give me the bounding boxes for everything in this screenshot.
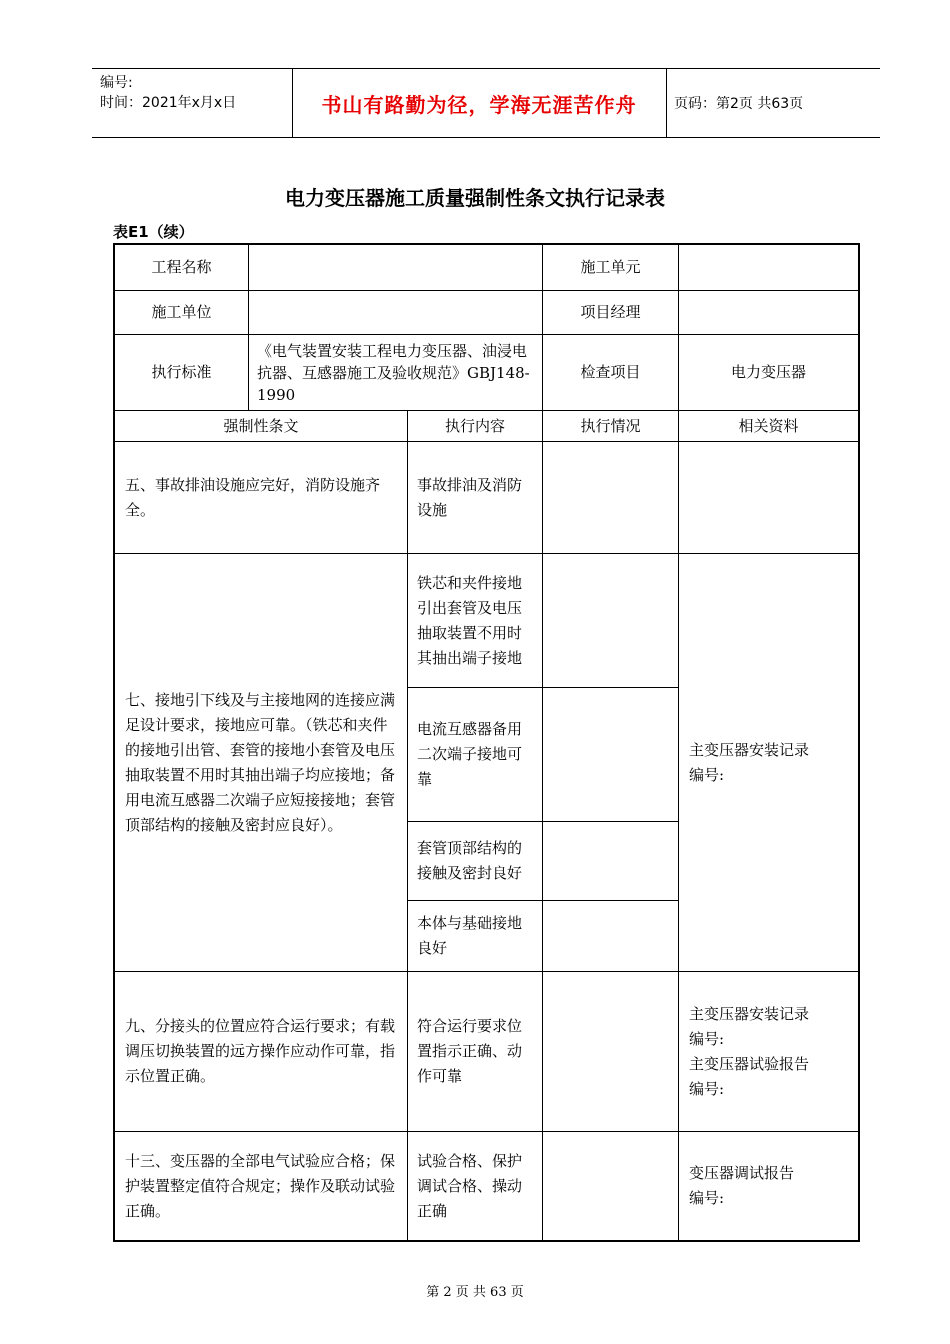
standard-value-text: 《电气装置安装工程电力变压器、油浸电抗器、互感器施工及验收规范》GBJ148-1990 bbox=[257, 341, 530, 404]
header-page-label: 页码：第2页 共63页 bbox=[674, 96, 804, 112]
clause-text: 七、接地引下线及与主接地网的连接应满足设计要求，接地应可靠。（铁芯和夹件的接地引出管、套管的接地小套管及电压抽取装置不用时其抽出端子均应接地；备用电流互感器二次端子应短接接地；套管顶部结构的接触及密封应良好）。 bbox=[125, 690, 396, 834]
header-motto: 书山有路勤为径，学海无涯苦作舟 bbox=[321, 92, 637, 117]
project-name-label: 工程名称 bbox=[151, 258, 212, 276]
status-cell bbox=[543, 442, 678, 553]
manager-value bbox=[679, 291, 858, 334]
docs-line: 主变压器安装记录 bbox=[689, 740, 810, 759]
table-row bbox=[115, 972, 407, 1131]
content-text: 符合运行要求位置指示正确、动作可靠 bbox=[417, 1017, 523, 1085]
unit-label: 施工单元 bbox=[580, 258, 641, 276]
content-text: 电流互感器备用二次端子接地可靠 bbox=[417, 720, 523, 788]
content-text: 试验合格、保护调试合格、操动正确 bbox=[417, 1151, 523, 1220]
column-header-docs: 相关资料 bbox=[738, 416, 799, 435]
docs-cell bbox=[679, 442, 858, 553]
docs-cell bbox=[679, 1132, 858, 1240]
docs-line: 编号: bbox=[689, 765, 725, 784]
page-header bbox=[92, 68, 880, 138]
page-title: 电力变压器施工质量强制性条文执行记录表 bbox=[285, 186, 665, 210]
clause-text: 九、分接头的位置应符合运行要求；有载调压切换装置的远方操作应动作可靠，指示位置正确。 bbox=[125, 1017, 396, 1085]
page-footer: 第 2 页 共 63 页 bbox=[426, 1285, 524, 1300]
project-name-value bbox=[249, 245, 542, 290]
standard-value bbox=[249, 335, 542, 410]
content-text: 事故排油及消防设施 bbox=[417, 475, 523, 519]
content-cell bbox=[408, 972, 542, 1131]
docs-cell bbox=[679, 554, 858, 971]
content-cell bbox=[408, 688, 542, 821]
content-cell bbox=[408, 442, 542, 553]
table-row bbox=[115, 1132, 407, 1240]
unit-value bbox=[679, 245, 858, 290]
docs-line: 主变压器试验报告 bbox=[689, 1054, 810, 1073]
content-text: 本体与基础接地良好 bbox=[417, 914, 523, 957]
table-border bbox=[858, 243, 860, 1242]
table-number: 表E1（续） bbox=[113, 223, 194, 241]
docs-line: 变压器调试报告 bbox=[689, 1164, 795, 1182]
contractor-value bbox=[249, 291, 542, 334]
content-text: 套管顶部结构的接触及密封良好 bbox=[417, 839, 523, 882]
column-header-status: 执行情况 bbox=[580, 416, 641, 435]
docs-line: 主变压器安装记录 bbox=[689, 1004, 810, 1023]
docs-cell bbox=[679, 972, 858, 1131]
content-text: 铁芯和夹件接地引出套管及电压抽取装置不用时其抽出端子接地 bbox=[417, 573, 523, 667]
record-table bbox=[113, 243, 860, 1242]
table-row bbox=[115, 442, 407, 553]
table-row bbox=[115, 554, 407, 971]
header-meta bbox=[100, 73, 236, 113]
clause-text: 十三、变压器的全部电气试验应合格；保护装置整定值符合规定；操作及联动试验正确。 bbox=[125, 1151, 396, 1220]
standard-label: 执行标准 bbox=[151, 363, 212, 381]
docs-line: 编号: bbox=[689, 1029, 725, 1048]
content-cell bbox=[408, 901, 542, 971]
content-cell bbox=[408, 822, 542, 900]
check-item-value: 电力变压器 bbox=[730, 363, 806, 381]
manager-label: 项目经理 bbox=[580, 303, 641, 321]
header-time-label: 时间：2021年x月x日 bbox=[100, 95, 237, 111]
header-divider bbox=[666, 69, 667, 137]
contractor-label: 施工单位 bbox=[151, 303, 212, 321]
table-border bbox=[113, 1240, 860, 1242]
docs-line: 编号: bbox=[689, 1189, 725, 1207]
column-header-clause: 强制性条文 bbox=[223, 416, 299, 435]
content-cell bbox=[408, 1132, 542, 1240]
header-number-label: 编号: bbox=[100, 75, 133, 91]
docs-line: 编号: bbox=[689, 1079, 725, 1098]
clause-text: 五、事故排油设施应完好，消防设施齐全。 bbox=[125, 475, 381, 519]
column-header-content: 执行内容 bbox=[444, 416, 505, 435]
content-cell bbox=[408, 554, 542, 687]
check-item-label: 检查项目 bbox=[580, 363, 641, 381]
